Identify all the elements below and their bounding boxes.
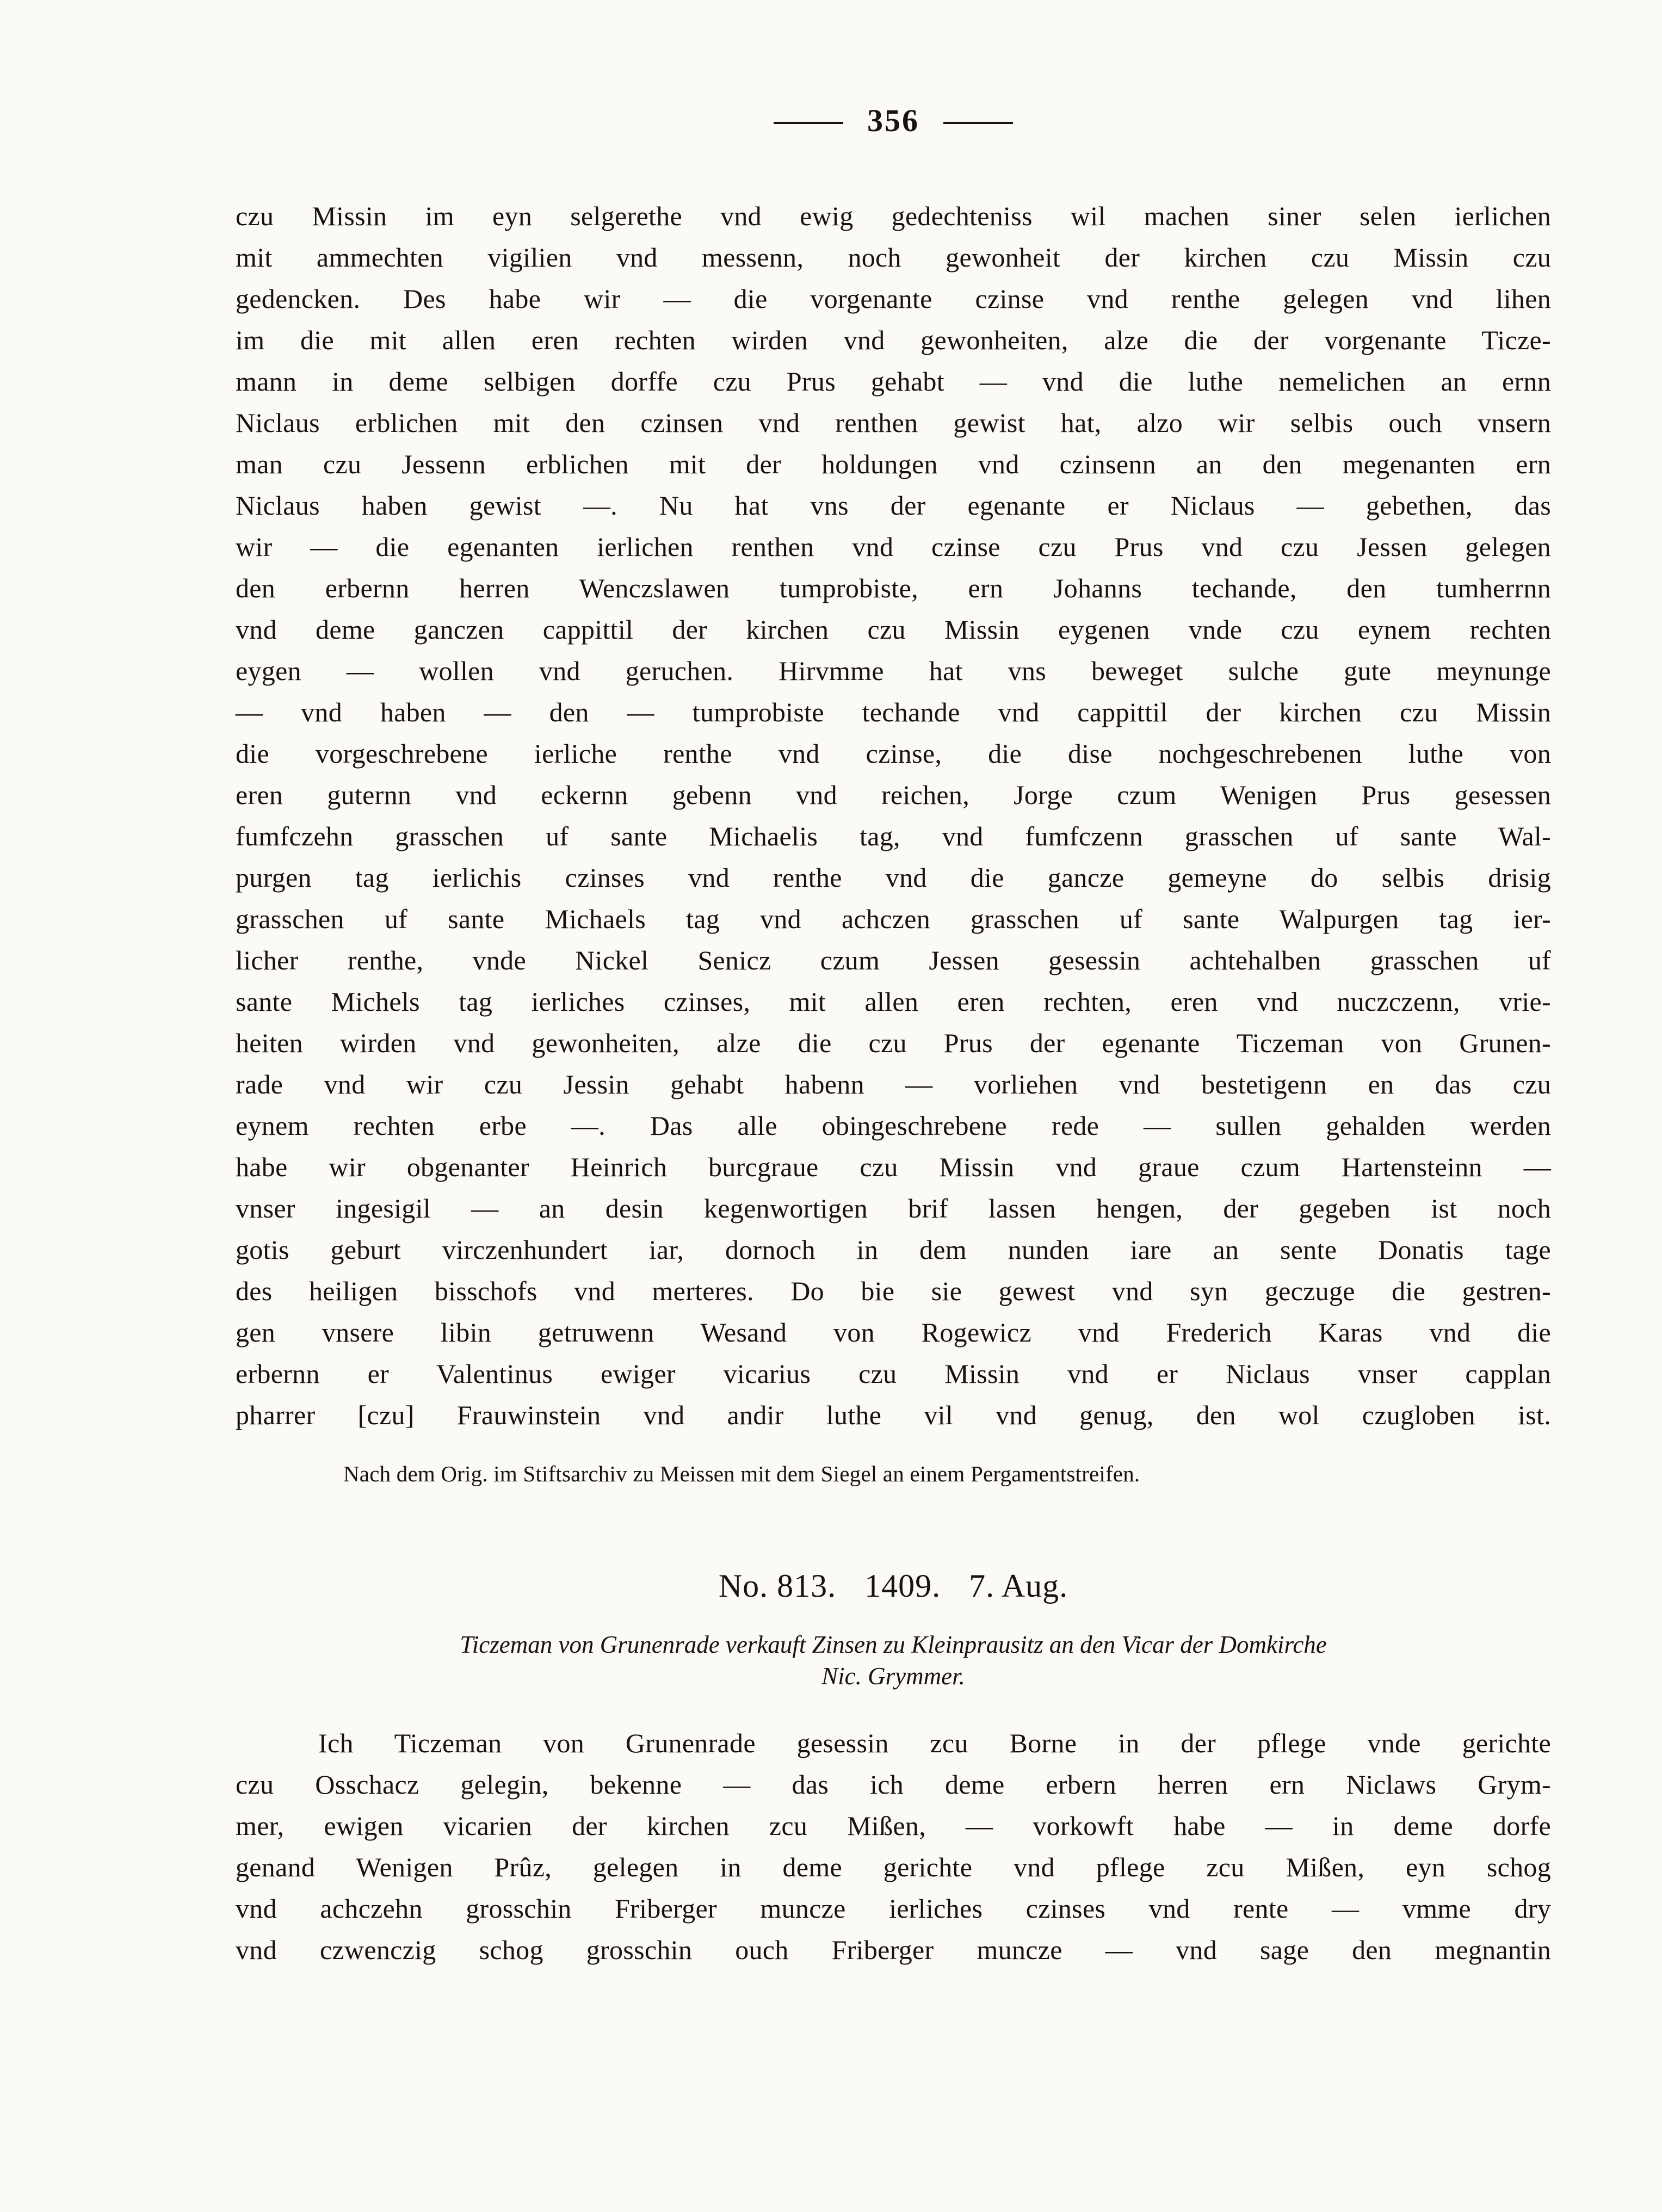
text-line: Nic. Grymmer. — [821, 1663, 965, 1690]
text-line: czu Missin im eyn selgerethe vnd ewig gedechteniss wil machen siner selen ierlichen — [236, 201, 1551, 231]
text-line: gotis geburt virczenhundert iar, dornoch in dem nunden iare an sente Donatis tage — [236, 1234, 1551, 1265]
charter-text-document-813 — [236, 1722, 1551, 1970]
charter-text-document-812 — [236, 195, 1551, 1436]
text-line: mann in deme selbigen dorffe czu Prus gehabt — vnd die luthe nemelichen an ernn — [236, 366, 1551, 397]
text-line: purgen tag ierlichis czinses vnd renthe vnd die gancze gemeyne do selbis drisig — [236, 862, 1551, 893]
text-line: heiten wirden vnd gewonheiten, alze die czu Prus der egenante Ticzeman von Grunen- — [236, 1028, 1551, 1058]
text-line: man czu Jessenn erblichen mit der holdungen vnd czinsenn an den megenanten ern — [236, 449, 1551, 479]
text-line: eren guternn vnd eckernn gebenn vnd reichen, Jorge czum Wenigen Prus gesessen — [236, 780, 1551, 810]
text-line: genand Wenigen Prûz, gelegen in deme gerichte vnd pflege zcu Mißen, eyn schog — [236, 1852, 1551, 1882]
text-line: Niclaus erblichen mit den czinsen vnd renthen gewist hat, alzo wir selbis ouch vnsern — [236, 407, 1551, 438]
header-rule-left-icon — [774, 122, 843, 124]
page-number: 356 — [867, 103, 919, 138]
text-line: vnd deme ganczen cappittil der kirchen czu Missin eygenen vnde czu eynem rechten — [236, 614, 1551, 645]
document-date: 7. Aug. — [969, 1568, 1068, 1604]
text-line: czu Osschacz gelegin, bekenne — das ich deme erbern herren ern Niclaws Grym- — [236, 1769, 1551, 1800]
text-line: die vorgeschrebene ierliche renthe vnd czinse, die dise nochgeschrebenen luthe von — [236, 738, 1551, 769]
text-line: erbernn er Valentinus ewiger vicarius czu Missin vnd er Niclaus vnser capplan — [236, 1358, 1551, 1389]
text-line: pharrer [czu] Frauwinstein vnd andir luthe vil vnd genug, den wol czugloben ist. — [236, 1400, 1551, 1430]
text-line: vnd achczehn grosschin Friberger muncze ierliches czinses vnd rente — vmme dry — [236, 1893, 1551, 1924]
text-line: Ticzeman von Grunenrade verkauft Zinsen zu Kleinprausitz an den Vicar der Domkirche — [460, 1631, 1327, 1658]
text-line: grasschen uf sante Michaels tag vnd achczen grasschen uf sante Walpurgen tag ier- — [236, 904, 1551, 934]
text-line: fumfczehn grasschen uf sante Michaelis tag, vnd fumfczenn grasschen uf sante Wal- — [236, 821, 1551, 851]
text-line: vnd czwenczig schog grosschin ouch Friberger muncze — vnd sage den megnantin — [236, 1935, 1551, 1965]
text-line: eygen — wollen vnd geruchen. Hirvmme hat vns beweget sulche gute meynunge — [236, 656, 1551, 686]
document-regest-subtitle — [236, 1629, 1551, 1692]
archival-source-note: Nach dem Orig. im Stiftsarchiv zu Meissen mit dem Siegel an einem Pergamentstreifen. — [343, 1461, 1140, 1486]
page-body — [236, 195, 1551, 1970]
text-line: rade vnd wir czu Jessin gehabt habenn — vorliehen vnd bestetigenn en das czu — [236, 1069, 1551, 1099]
text-line: wir — die egenanten ierlichen renthen vnd czinse czu Prus vnd czu Jessen gelegen — [236, 532, 1551, 562]
text-line: licher renthe, vnde Nickel Senicz czum Jessen gesessin achtehalben grasschen uf — [236, 945, 1551, 975]
text-line: mer, ewigen vicarien der kirchen zcu Mißen, — vorkowft habe — in deme dorfe — [236, 1811, 1551, 1841]
text-line: gedencken. Des habe wir — die vorgenante czinse vnd renthe gelegen vnd lihen — [236, 283, 1551, 314]
text-line: des heiligen bisschofs vnd merteres. Do bie sie gewest vnd syn geczuge die gestren- — [236, 1276, 1551, 1306]
text-line: habe wir obgenanter Heinrich burcgraue czu Missin vnd graue czum Hartensteinn — — [236, 1152, 1551, 1182]
text-line: mit ammechten vigilien vnd messenn, noch gewonheit der kirchen czu Missin czu — [236, 242, 1551, 273]
text-line: eynem rechten erbe —. Das alle obingeschrebene rede — sullen gehalden werden — [236, 1110, 1551, 1141]
document-year: 1409. — [864, 1568, 941, 1604]
header-rule-right-icon — [943, 122, 1013, 124]
text-line: — vnd haben — den — tumprobiste techande vnd cappittil der kirchen czu Missin — [236, 697, 1551, 727]
text-line: den erbernn herren Wenczslawen tumprobiste, ern Johanns techande, den tumherrnn — [236, 573, 1551, 603]
text-line: gen vnsere libin getruwenn Wesand von Rogewicz vnd Frederich Karas vnd die — [236, 1317, 1551, 1348]
page-header — [236, 102, 1551, 139]
text-line: Niclaus haben gewist —. Nu hat vns der egenante er Niclaus — gebethen, das — [236, 490, 1551, 521]
text-line: sante Michels tag ierliches czinses, mit allen eren rechten, eren vnd nuczczenn, vrie- — [236, 986, 1551, 1017]
document-heading-813 — [236, 1567, 1551, 1605]
text-line: Ich Ticzeman von Grunenrade gesessin zcu Borne in der pflege vnde gerichte — [318, 1728, 1551, 1758]
text-line: im die mit allen eren rechten wirden vnd gewonheiten, alze die der vorgenante Ticze- — [236, 325, 1551, 355]
document-number: No. 813. — [718, 1568, 837, 1604]
text-line: vnser ingesigil — an desin kegenwortigen brif lassen hengen, der gegeben ist noch — [236, 1193, 1551, 1224]
